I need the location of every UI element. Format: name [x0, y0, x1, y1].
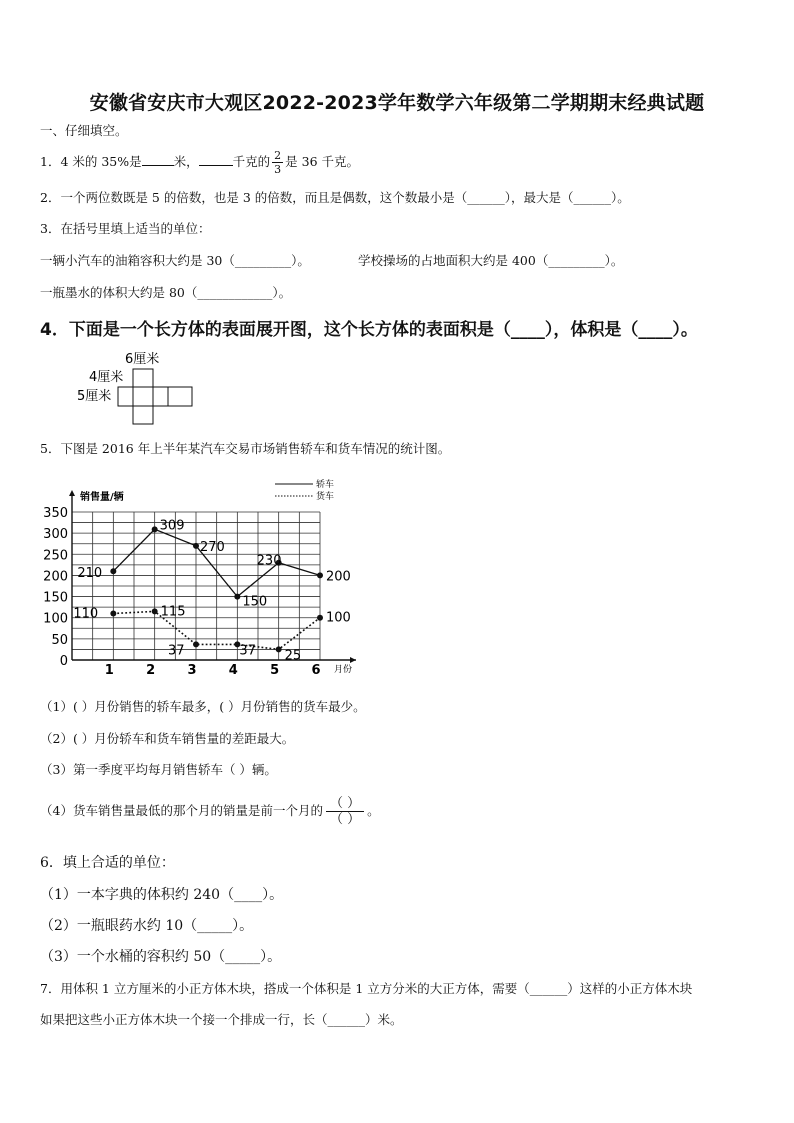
question-3-b: 学校操场的占地面积大约是 400（_________）。 — [358, 253, 624, 268]
q1-text-3: 千克的 — [232, 154, 271, 169]
y-tick-label: 300 — [43, 527, 68, 543]
net-label-5cm: 5厘米 — [77, 389, 112, 404]
y-tick-label: 150 — [43, 590, 68, 606]
sedan-data-label: 150 — [242, 594, 268, 610]
question-5-4 — [40, 796, 380, 827]
section-heading: 一、仔细填空。 — [40, 123, 128, 138]
truck-data-label: 100 — [326, 610, 351, 626]
question-5-3: （3）第一季度平均每月销售轿车（ ）辆。 — [40, 762, 277, 777]
question-6-b: （2）一瓶眼药水约 10（_____）。 — [40, 918, 254, 934]
q1-blank-1[interactable] — [142, 153, 174, 166]
truck-data-point — [110, 610, 116, 616]
truck-data-point — [152, 608, 158, 614]
q1-text-2: 米， — [173, 154, 199, 169]
y-tick-label: 200 — [43, 569, 68, 585]
y-tick-label: 250 — [43, 548, 68, 564]
sedan-data-label: 309 — [159, 518, 185, 534]
net-face-left — [118, 387, 133, 406]
net-face-top — [133, 369, 153, 387]
question-5-stem: 5．下图是 2016 年上半年某汽车交易市场销售轿车和货车情况的统计图。 — [40, 441, 451, 456]
q1-fraction — [272, 150, 283, 175]
sedan-data-point — [193, 543, 199, 549]
sedan-data-label: 270 — [200, 539, 225, 555]
truck-data-point — [317, 615, 323, 621]
question-5-1: （1）( ）月份销售的轿车最多，( ）月份销售的货车最少。 — [40, 699, 366, 714]
question-3-c: 一瓶墨水的体积大约是 80（____________）。 — [40, 285, 292, 300]
y-axis-label: 销售量/辆 — [80, 492, 124, 503]
y-axis-arrow — [69, 490, 75, 496]
sedan-data-point — [110, 568, 116, 574]
q5-4-period: 。 — [367, 803, 380, 818]
x-axis-label: 月份 — [334, 665, 353, 675]
net-face-back — [168, 387, 192, 406]
sedan-data-point — [317, 572, 323, 578]
x-tick-label: 1 — [104, 663, 114, 675]
truck-data-label: 25 — [284, 648, 302, 664]
y-tick-label: 100 — [43, 611, 68, 627]
q1-blank-2[interactable] — [199, 153, 233, 166]
cuboid-net-diagram — [75, 348, 205, 426]
question-1 — [40, 150, 359, 175]
sedan-data-label: 210 — [77, 566, 103, 582]
net-face-right — [153, 387, 168, 406]
truck-data-point — [193, 641, 199, 647]
q5-4-text: （4）货车销售量最低的那个月的销量是前一个月的 — [40, 803, 323, 818]
question-4: 4．下面是一个长方体的表面展开图，这个长方体的表面积是（____），体积是（____）。 — [40, 320, 698, 340]
legend-label-sedan: 轿车 — [316, 480, 335, 490]
net-label-6cm: 6厘米 — [125, 352, 160, 367]
x-tick-label: 5 — [270, 663, 280, 675]
sales-line-chart — [30, 470, 370, 675]
question-6-stem: 6．填上合适的单位： — [40, 855, 175, 871]
x-tick-label: 6 — [311, 663, 321, 675]
fraction-numerator: （ ） — [326, 796, 364, 812]
question-7-b: 如果把这些小正方体木块一个接一个排成一行，长（______）米。 — [40, 1012, 403, 1027]
x-tick-label: 3 — [187, 663, 197, 675]
question-7-a: 7．用体积 1 立方厘米的小正方体木块，搭成一个体积是 1 立方分米的大正方体，需要（______）这样的小正方体木块 — [40, 981, 693, 996]
sedan-data-label: 230 — [256, 553, 282, 569]
page-title: 安徽省安庆市大观区2022-2023学年数学六年级第二学期期末经典试题 — [89, 92, 705, 114]
truck-data-label: 37 — [239, 643, 256, 659]
fraction-numerator: 2 — [274, 149, 282, 162]
question-6-c: （3）一个水桶的容积约 50（_____）。 — [40, 949, 282, 965]
question-2: 2．一个两位数既是 5 的倍数，也是 3 的倍数，而且是偶数，这个数最小是（______），最大是（______）。 — [40, 190, 630, 205]
q1-text-1: 1．4 米的 35%是 — [40, 154, 142, 169]
net-face-bottom — [133, 406, 153, 424]
truck-data-point — [276, 646, 282, 652]
question-6-a: （1）一本字典的体积约 240（____）。 — [40, 887, 284, 903]
sedan-data-point — [152, 526, 158, 532]
question-3-a: 一辆小汽车的油箱容积大约是 30（_________）。 — [40, 253, 310, 268]
fraction-denominator: （ ） — [329, 812, 361, 827]
q1-text-4: 是 36 千克。 — [285, 154, 360, 169]
x-axis-arrow — [350, 657, 356, 663]
y-tick-label: 0 — [59, 654, 68, 669]
net-label-4cm: 4厘米 — [89, 370, 124, 385]
question-5-2: （2）( ）月份轿车和货车销售量的差距最大。 — [40, 731, 295, 746]
question-3-stem: 3．在括号里填上适当的单位： — [40, 221, 211, 236]
y-tick-label: 350 — [43, 506, 68, 521]
fraction-denominator: 3 — [274, 163, 282, 176]
sedan-data-label: 200 — [326, 569, 351, 585]
truck-data-label: 110 — [73, 606, 99, 622]
truck-data-label: 115 — [160, 604, 186, 620]
legend-label-truck: 货车 — [316, 492, 335, 502]
x-tick-label: 2 — [146, 663, 156, 675]
x-tick-label: 4 — [228, 663, 238, 675]
net-face-front — [133, 387, 153, 406]
y-tick-label: 50 — [51, 632, 68, 648]
sedan-data-point — [234, 594, 240, 600]
truck-data-label: 37 — [168, 643, 185, 659]
q5-4-fraction — [326, 796, 364, 827]
